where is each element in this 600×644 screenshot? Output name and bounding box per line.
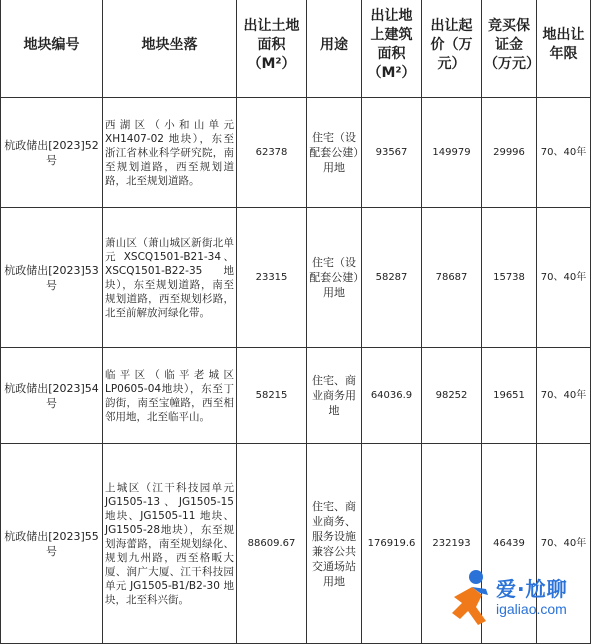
cell-start-price: 98252 <box>422 348 482 444</box>
cell-location: 临平区（临平老城区 LP0605-04地块），东至丁韵街，南至宝幢路，西至相邻用地，北至临平山。 <box>103 348 237 444</box>
cell-land-area: 23315 <box>237 208 307 348</box>
header-start-price: 出让起价（万元） <box>422 0 482 98</box>
cell-code: 杭政储出[2023]54号 <box>1 348 103 444</box>
header-deposit: 竞买保证金（万元） <box>482 0 537 98</box>
cell-deposit: 29996 <box>482 98 537 208</box>
site-watermark <box>446 567 596 633</box>
cell-land-area: 62378 <box>237 98 307 208</box>
cell-term: 70、40年 <box>537 208 591 348</box>
cell-term: 70、40年 <box>537 444 591 644</box>
cell-land-area: 88609.67 <box>237 444 307 644</box>
cell-building-area: 176919.6 <box>362 444 422 644</box>
cell-location: 上城区（江干科技园单元 JG1505-13、JG1505-15 地块、JG1505-11 地块、JG1505-28地块），东至规划海蕾路，南至规划绿化、规划九州路，西至格畈大厦、润广大厦、江干科技园单元 JG1505-B1/B2-30 地块，北至科兴街。 <box>103 444 237 644</box>
header-location: 地块坐落 <box>103 0 237 98</box>
table-row <box>1 348 591 444</box>
cell-start-price: 232193 <box>422 444 482 644</box>
cell-deposit: 15738 <box>482 208 537 348</box>
cell-deposit: 46439 <box>482 444 537 644</box>
cell-usage: 住宅（设配套公建）用地 <box>307 208 362 348</box>
cell-code: 杭政储出[2023]53号 <box>1 208 103 348</box>
running-figure-logo-icon <box>446 567 494 631</box>
header-code: 地块编号 <box>1 0 103 98</box>
cell-building-area: 64036.9 <box>362 348 422 444</box>
header-usage: 用途 <box>307 0 362 98</box>
watermark-cn-text: 爱·尬聊 <box>496 577 568 601</box>
table-row <box>1 208 591 348</box>
cell-usage: 住宅（设配套公建）用地 <box>307 98 362 208</box>
cell-start-price: 78687 <box>422 208 482 348</box>
cell-start-price: 149979 <box>422 98 482 208</box>
cell-location: 西湖区（小和山单元 XH1407-02 地块），东至浙江省林业科学研究院，南至规划道路，西至规划道路，北至规划道路。 <box>103 98 237 208</box>
cell-code: 杭政储出[2023]52号 <box>1 98 103 208</box>
cell-code: 杭政储出[2023]55号 <box>1 444 103 644</box>
cell-deposit: 19651 <box>482 348 537 444</box>
cell-usage: 住宅、商业商务、服务设施兼容公共交通场站用地 <box>307 444 362 644</box>
cell-building-area: 58287 <box>362 208 422 348</box>
cell-usage: 住宅、商业商务用地 <box>307 348 362 444</box>
watermark-domain-text: igaliao.com <box>496 601 567 617</box>
cell-term: 70、40年 <box>537 348 591 444</box>
table-row <box>1 98 591 208</box>
header-term: 地出让年限 <box>537 0 591 98</box>
cell-location: 萧山区（萧山城区新街北单元 XSCQ1501-B21-34、XSCQ1501-B22-35地块），东至规划道路，南至规划道路，西至规划杉路，北至前解放河绿化带。 <box>103 208 237 348</box>
cell-term: 70、40年 <box>537 98 591 208</box>
cell-land-area: 58215 <box>237 348 307 444</box>
cell-building-area: 93567 <box>362 98 422 208</box>
header-land-area: 出让土地面积（M²） <box>237 0 307 98</box>
header-building-area: 出让地上建筑面积（M²） <box>362 0 422 98</box>
table-header-row <box>1 0 591 98</box>
